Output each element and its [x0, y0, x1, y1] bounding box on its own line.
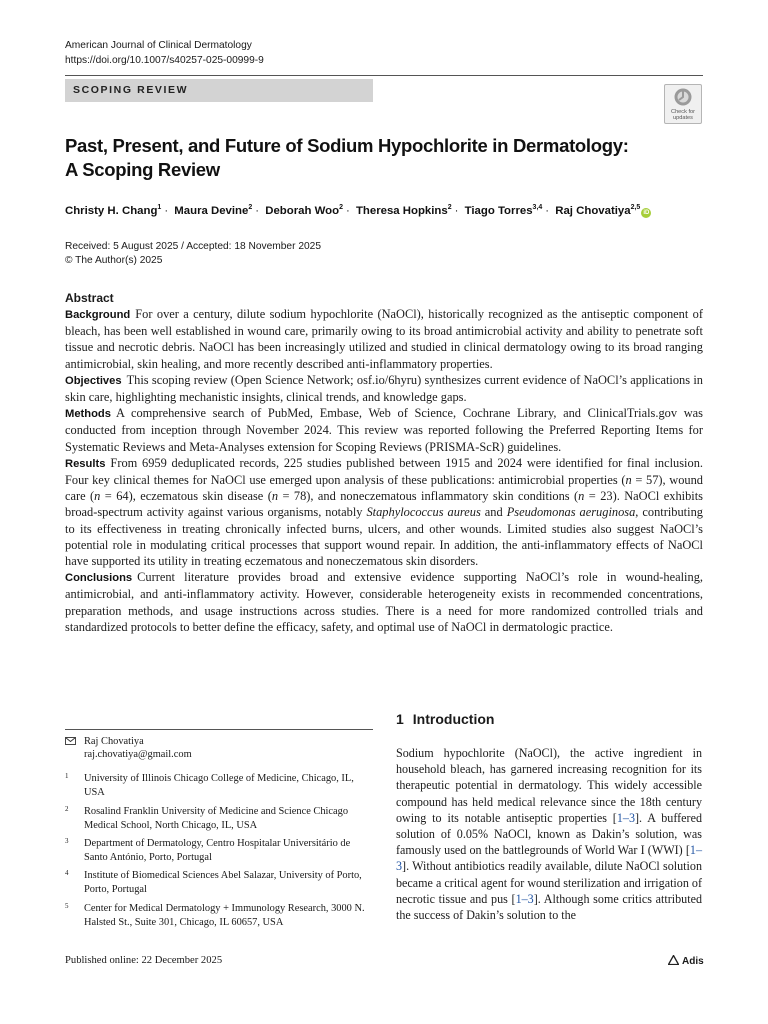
author-list [65, 204, 651, 218]
results-text: = 64), eczematous skin disease ( [100, 489, 272, 504]
footnote-divider [65, 729, 373, 730]
abstract-background [65, 306, 703, 372]
results-organism: Staphylococcus aureus [366, 505, 481, 520]
intro-text: ]. A buffered solution of 0.05% NaOCl, known as Dakin’s solution, was famously used on the battlegrounds of World War I (WWI) [ [396, 810, 702, 858]
abstract-methods [65, 405, 703, 455]
doi-link[interactable]: https://doi.org/10.1007/s40257-025-00999-9 [65, 55, 264, 66]
adis-triangle-icon [668, 955, 679, 965]
author-name[interactable]: Tiago Torres [464, 204, 533, 217]
affiliation-number: 5 [65, 902, 69, 910]
author-affiliation: 1 [157, 204, 162, 211]
introduction-heading [396, 711, 494, 727]
author-affiliation: 2 [339, 204, 343, 211]
author-name[interactable]: Theresa Hopkins [355, 204, 448, 217]
affiliation-number: 1 [65, 772, 69, 780]
affiliation-number: 4 [65, 869, 69, 877]
corresponding-author-name: Raj Chovatiya [84, 736, 144, 747]
affiliation-number: 3 [65, 837, 69, 845]
affiliation-text: Institute of Biomedical Sciences Abel Salazar, University of Porto, Porto, Portugal [84, 870, 362, 895]
author-separator: · [545, 204, 550, 217]
abstract-objectives [65, 372, 703, 405]
results-n-symbol: n [94, 489, 101, 504]
abstract-conclusions-text: Current literature provides broad and extensive evidence supporting NaOCl’s role in wound-healing, antimicrobial, and anti-inflammatory activity. However, considerable heterogeneity exists in recommended concentrations, preparation methods, and usage instructions across studies. There is a need for more randomized controlled trials and standardized protocols to better define the efficacy, safety, and optimal use of NaOCl in dermatologic practice. [65, 570, 703, 634]
orcid-icon[interactable]: iD [643, 209, 650, 216]
citation-link[interactable]: 1–3 [396, 843, 702, 874]
results-text: = 57), wound care ( [65, 473, 703, 504]
article-type-bar [65, 79, 373, 102]
results-n-symbol: n [625, 473, 632, 488]
author-name[interactable]: Christy H. Chang [65, 204, 158, 217]
author-name[interactable]: Maura Devine [174, 204, 249, 217]
results-text: , contributing to its effectiveness in treating chronically infected burns, ulcers, and other wounds. Limited studies also suggest NaOCl’s potential role in modulating critical processes that support wound repair. In addition, the anti-inflammatory effects of NaOCl have supported its utility in treating eczematous and noneczematous skin disorders. [65, 505, 703, 569]
affiliation-number: 2 [65, 805, 69, 813]
intro-text: ]. Although some critics attributed the success of Dakin’s solution to the [396, 891, 703, 923]
results-n-symbol: n [271, 489, 279, 504]
title-line-1: Past, Present, and Future of Sodium Hypochlorite in Dermatology: [65, 135, 629, 156]
author-separator: · [454, 204, 459, 217]
results-organism: Pseudomonas aeruginosa [506, 505, 636, 520]
section-number: 1 [396, 711, 404, 727]
author-affiliation: 2 [447, 204, 452, 211]
author-separator: · [255, 204, 260, 217]
check-updates-icon [673, 87, 693, 107]
author-affiliation: 2 [248, 204, 253, 211]
author-name[interactable]: Raj Chovatiya [555, 204, 631, 217]
results-text: From 6959 deduplicated records, 225 studies published between 1915 and 2024 were identified for final inclusion. Four key clinical themes for NaOCl use emerged upon analysis of these publications: antimicrobial properties ( [65, 455, 703, 488]
affiliation-text: Department of Dermatology, Centro Hospitalar Universitário de Santo António, Porto, Portugal [84, 838, 351, 863]
section-title: Introduction [412, 711, 495, 727]
abstract-methods-label: Methods [65, 408, 111, 421]
title-line-2: A Scoping Review [65, 159, 220, 180]
affiliation-text: Center for Medical Dermatology + Immunology Research, 3000 N. Halsted St., Suite 301, Chicago, IL 60657, USA [84, 903, 365, 928]
abstract-conclusions [65, 569, 703, 635]
intro-text: Sodium hypochlorite (NaOCl), the active ingredient in household bleach, has garnered increasing recognition for its therapeutic potential in dermatology. This widely accessible compound has held medical relevance since the 18th century owing to its notable antiseptic properties [ [396, 746, 702, 825]
abstract-methods-text: A comprehensive search of PubMed, Embase, Web of Science, Cochrane Library, and ClinicalTrials.gov was conducted from inception through November 2024. This review was reported following the Preferred Reporting Items for Systematic Reviews and Meta-Analyses extension for Scoping Reviews (PRISMA-ScR) guidelines. [65, 406, 703, 454]
results-text: = 78), and noneczematous inflammatory skin conditions ( [278, 489, 579, 504]
abstract-objectives-label: Objectives [65, 374, 122, 387]
abstract-conclusions-label: Conclusions [65, 572, 133, 585]
affiliation-text: Rosalind Franklin University of Medicine and Science Chicago Medical School, North Chicago, IL, USA [84, 806, 349, 831]
check-for-updates-badge[interactable] [664, 84, 702, 124]
results-text: and [480, 505, 507, 520]
intro-text: ]. Without antibiotics readily available, dilute NaOCl solution became a critical agent for wound sterilization and irrigation of necrotic tissue and pus [ [396, 859, 702, 906]
article-type-label: SCOPING REVIEW [73, 84, 189, 96]
check-updates-label: Check for updates [671, 109, 695, 121]
author-affiliation: 2,5 [630, 204, 641, 211]
affiliation-text: University of Illinois Chicago College of Medicine, Chicago, IL, USA [84, 773, 354, 798]
copyright-notice: © The Author(s) 2025 [65, 255, 163, 266]
abstract-background-label: Background [65, 309, 131, 321]
author-separator: · [164, 204, 169, 217]
abstract-results-label: Results [65, 457, 106, 470]
envelope-icon [65, 737, 76, 745]
corresponding-author-email[interactable]: raj.chovatiya@gmail.com [84, 749, 192, 760]
results-text: = 23). NaOCl exhibits broad-spectrum activity against various organisms, notably [65, 489, 703, 520]
publisher-name: Adis [682, 956, 704, 967]
received-accepted-dates: Received: 5 August 2025 / Accepted: 18 November 2025 [65, 241, 321, 252]
published-online-date: Published online: 22 December 2025 [65, 955, 223, 966]
abstract-body [65, 306, 703, 635]
author-name[interactable]: Deborah Woo [265, 204, 340, 217]
abstract-objectives-text: This scoping review (Open Science Network; osf.io/6hyru) synthesizes current evidence of NaOCl’s applications in skin care, highlighting mechanistic insights, clinical trends, and knowledge gaps. [65, 372, 703, 405]
abstract-results [65, 455, 703, 569]
header-divider [65, 75, 703, 76]
introduction-body [396, 745, 702, 923]
author-affiliation: 3,4 [532, 204, 543, 211]
results-n-symbol: n [578, 489, 585, 504]
author-separator: · [345, 204, 350, 217]
publisher-logo [668, 955, 704, 967]
journal-name: American Journal of Clinical Dermatology [65, 40, 252, 51]
citation-link[interactable]: 1–3 [616, 810, 635, 825]
citation-link[interactable]: 1–3 [515, 891, 534, 906]
abstract-background-text: For over a century, dilute sodium hypochlorite (NaOCl), historically recognized as the antiseptic component of bleach, has been well established in wound care, primarily owing to its broad antimicrobial activity and ability to penetrate soft tissue and necrotic debris. NaOCl has been increasingly utilized and studied in clinical dermatology owing to its broad ranging antimicrobial, skin healing, and more recently described anti-inflammatory properties. [65, 307, 703, 371]
article-title [65, 134, 685, 182]
abstract-heading: Abstract [65, 291, 114, 305]
